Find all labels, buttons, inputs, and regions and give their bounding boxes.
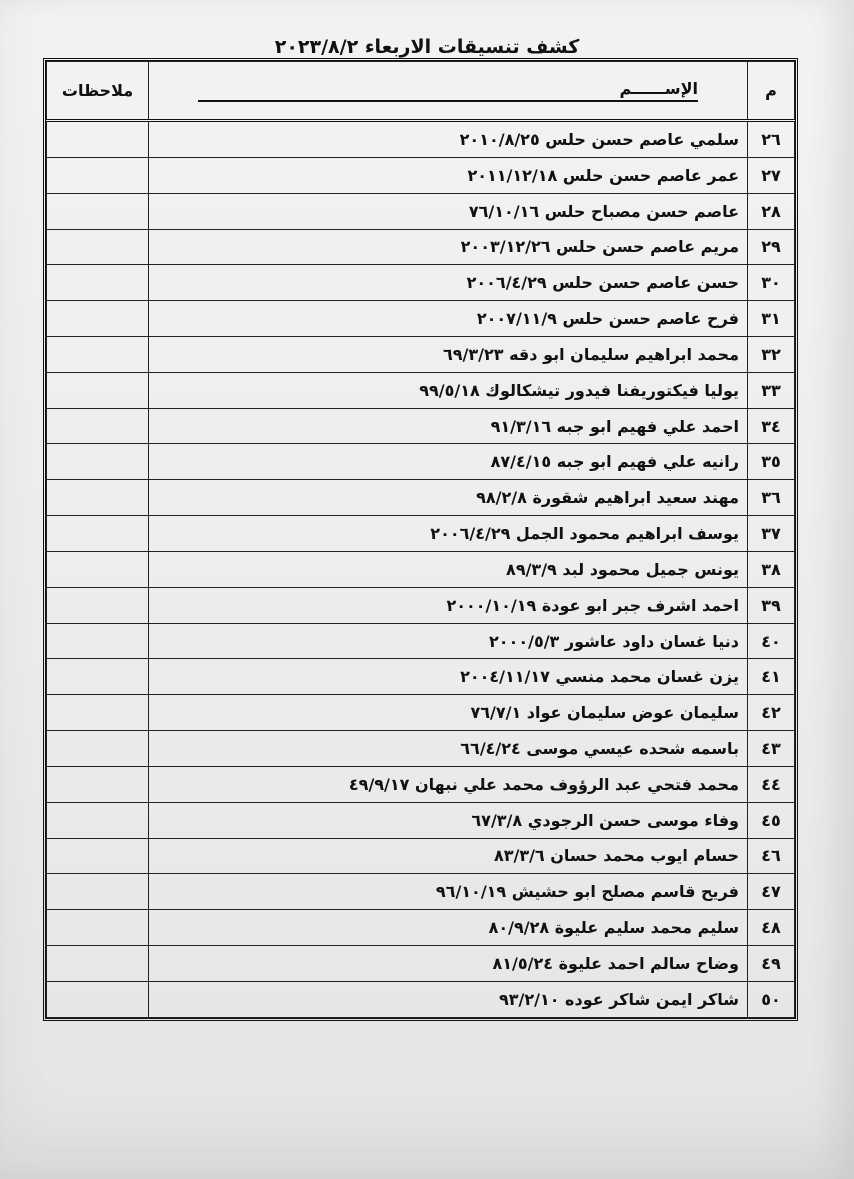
table-row	[47, 946, 795, 982]
row-number: ٤٥	[748, 802, 795, 838]
row-number: ٤٠	[748, 623, 795, 659]
table-row	[47, 516, 795, 552]
row-number: ٤٨	[748, 910, 795, 946]
row-number: ٤٣	[748, 731, 795, 767]
table-body	[47, 121, 795, 1018]
row-notes	[47, 659, 149, 695]
row-number: ٢٦	[748, 121, 795, 158]
row-notes	[47, 695, 149, 731]
row-notes	[47, 946, 149, 982]
row-notes	[47, 229, 149, 265]
row-name: باسمه شحده عيسي موسى ٦٦/٤/٢٤	[149, 731, 748, 767]
header-notes: ملاحظات	[47, 62, 149, 121]
row-name: وفاء موسى حسن الرجودي ٦٧/٣/٨	[149, 802, 748, 838]
header-row	[47, 62, 795, 121]
header-name-label: الإســــــم	[198, 79, 698, 102]
row-number: ٣٤	[748, 408, 795, 444]
row-name: رانيه علي فهيم ابو جبه ٨٧/٤/١٥	[149, 444, 748, 480]
table-row	[47, 444, 795, 480]
row-number: ٣٢	[748, 336, 795, 372]
table-row	[47, 910, 795, 946]
row-notes	[47, 444, 149, 480]
row-name: حسام ايوب محمد حسان ٨٣/٣/٦	[149, 838, 748, 874]
row-number: ٣١	[748, 301, 795, 337]
row-name: وضاح سالم احمد عليوة ٨١/٥/٢٤	[149, 946, 748, 982]
row-name: عاصم حسن مصباح حلس ٧٦/١٠/١٦	[149, 193, 748, 229]
row-name: عمر عاصم حسن حلس ٢٠١١/١٢/١٨	[149, 157, 748, 193]
row-notes	[47, 372, 149, 408]
table-row	[47, 802, 795, 838]
table-row	[47, 301, 795, 337]
table-row	[47, 981, 795, 1017]
row-number: ٤٤	[748, 766, 795, 802]
row-notes	[47, 766, 149, 802]
row-number: ٣٠	[748, 265, 795, 301]
table-row	[47, 659, 795, 695]
row-name: سلمي عاصم حسن حلس ٢٠١٠/٨/٢٥	[149, 121, 748, 158]
row-number: ٣٣	[748, 372, 795, 408]
row-number: ٤٢	[748, 695, 795, 731]
row-name: مهند سعيد ابراهيم شقورة ٩٨/٢/٨	[149, 480, 748, 516]
row-number: ٤٧	[748, 874, 795, 910]
row-notes	[47, 265, 149, 301]
row-notes	[47, 121, 149, 158]
row-name: محمد ابراهيم سليمان ابو دقه ٦٩/٣/٢٣	[149, 336, 748, 372]
row-notes	[47, 731, 149, 767]
table-row	[47, 480, 795, 516]
names-table-frame	[43, 58, 798, 1021]
row-name: يزن غسان محمد منسي ٢٠٠٤/١١/١٧	[149, 659, 748, 695]
row-name: سليم محمد سليم عليوة ٨٠/٩/٢٨	[149, 910, 748, 946]
row-name: مريم عاصم حسن حلس ٢٠٠٣/١٢/٢٦	[149, 229, 748, 265]
table-row	[47, 336, 795, 372]
row-notes	[47, 551, 149, 587]
table-row	[47, 229, 795, 265]
row-notes	[47, 408, 149, 444]
row-name: يوليا فيكتوريفنا فيدور تيشكالوك ٩٩/٥/١٨	[149, 372, 748, 408]
row-notes	[47, 910, 149, 946]
row-number: ٢٨	[748, 193, 795, 229]
row-name: يوسف ابراهيم محمود الجمل ٢٠٠٦/٤/٢٩	[149, 516, 748, 552]
row-notes	[47, 981, 149, 1017]
row-notes	[47, 874, 149, 910]
row-notes	[47, 516, 149, 552]
table-row	[47, 551, 795, 587]
table-row	[47, 265, 795, 301]
table-header	[47, 62, 795, 121]
table-row	[47, 838, 795, 874]
row-number: ٣٦	[748, 480, 795, 516]
row-number: ٢٧	[748, 157, 795, 193]
row-name: احمد اشرف جبر ابو عودة ٢٠٠٠/١٠/١٩	[149, 587, 748, 623]
row-name: شاكر ايمن شاكر عوده ٩٣/٢/١٠	[149, 981, 748, 1017]
table-row	[47, 157, 795, 193]
table-row	[47, 372, 795, 408]
table-row	[47, 766, 795, 802]
table-row	[47, 408, 795, 444]
row-notes	[47, 623, 149, 659]
table-row	[47, 874, 795, 910]
document-title: كشف تنسيقات الاربعاء ٢٠٢٣/٨/٢	[274, 36, 580, 58]
header-number: م	[748, 62, 795, 121]
table-row	[47, 623, 795, 659]
row-notes	[47, 802, 149, 838]
table-row	[47, 731, 795, 767]
row-number: ٣٥	[748, 444, 795, 480]
header-name	[149, 62, 748, 121]
row-notes	[47, 587, 149, 623]
table-row	[47, 193, 795, 229]
row-name: محمد فتحي عبد الرؤوف محمد علي نبهان ٤٩/٩/١٧	[149, 766, 748, 802]
row-notes	[47, 838, 149, 874]
row-name: يونس جميل محمود لبد ٨٩/٣/٩	[149, 551, 748, 587]
row-number: ٥٠	[748, 981, 795, 1017]
row-name: حسن عاصم حسن حلس ٢٠٠٦/٤/٢٩	[149, 265, 748, 301]
row-notes	[47, 157, 149, 193]
row-notes	[47, 336, 149, 372]
table-row	[47, 695, 795, 731]
row-number: ٣٧	[748, 516, 795, 552]
row-number: ٣٩	[748, 587, 795, 623]
row-number: ٢٩	[748, 229, 795, 265]
row-number: ٣٨	[748, 551, 795, 587]
row-number: ٤٦	[748, 838, 795, 874]
table-row	[47, 587, 795, 623]
names-table	[46, 61, 795, 1018]
row-name: سليمان عوض سليمان عواد ٧٦/٧/١	[149, 695, 748, 731]
row-notes	[47, 193, 149, 229]
row-number: ٤١	[748, 659, 795, 695]
row-notes	[47, 480, 149, 516]
row-number: ٤٩	[748, 946, 795, 982]
row-name: فريح قاسم مصلح ابو حشيش ٩٦/١٠/١٩	[149, 874, 748, 910]
row-notes	[47, 301, 149, 337]
row-name: دنيا غسان داود عاشور ٢٠٠٠/٥/٣	[149, 623, 748, 659]
row-name: فرح عاصم حسن حلس ٢٠٠٧/١١/٩	[149, 301, 748, 337]
table-row	[47, 121, 795, 158]
row-name: احمد علي فهيم ابو جبه ٩١/٣/١٦	[149, 408, 748, 444]
